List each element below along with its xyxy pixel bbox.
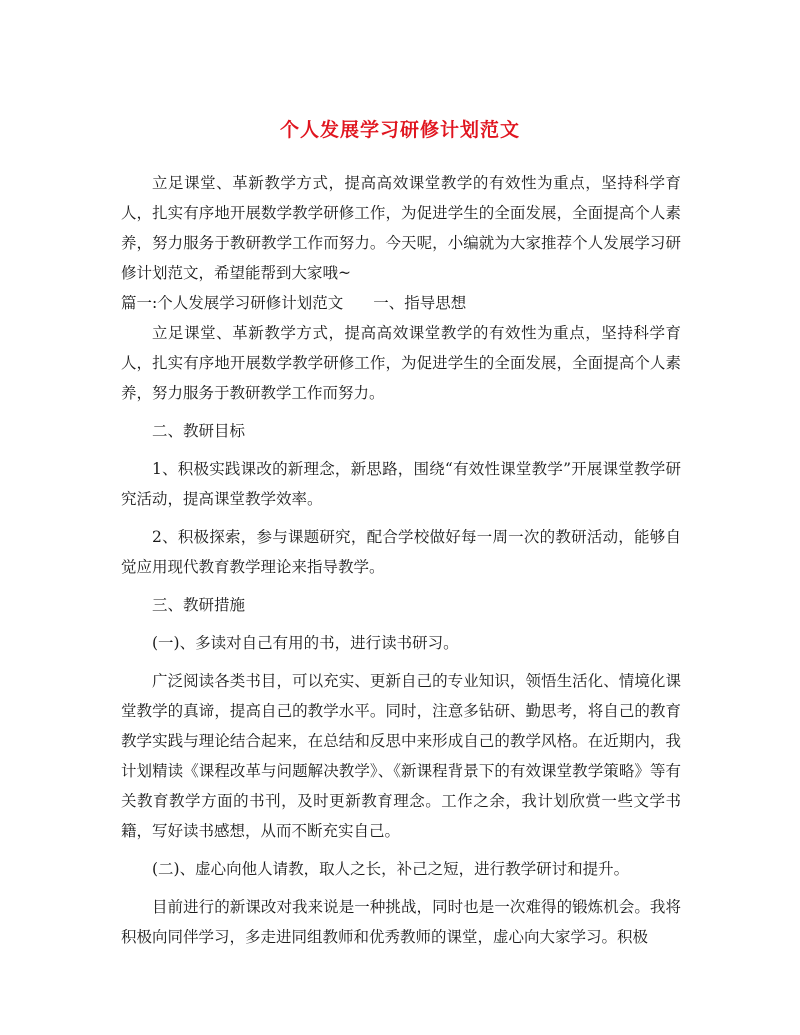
section-one-heading: 一、指导思想 bbox=[373, 294, 467, 312]
intro-paragraph: 立足课堂、革新教学方式，提高高效课堂教学的有效性为重点，坚持科学育人，扎实有序地开展数学教学研修工作，为促进学生的全面发展，全面提高个人素养，努力服务于教研教学工作而努力。今天呢，小编就为大家推荐个人发展学习研修计划范文，希望能帮到大家哦~ bbox=[121, 174, 681, 282]
part-one-line bbox=[121, 288, 681, 318]
document-title: 个人发展学习研修计划范文 bbox=[279, 119, 520, 141]
measure-one-paragraph: 广泛阅读各类书目，可以充实、更新自己的专业知识，领悟生活化、情境化课堂教学的真谛，提高自己的教学水平。同时，注意多钻研、勤思考，将自己的教育教学实践与理论结合起来，在总结和反思中来形成自己的教学风格。在近期内，我计划精读《课程改革与问题解决教学》、《新课程背景下的有效课堂教学策略》等有关教育教学方面的书刊，及时更新教育理念。工作之余，我计划欣赏一些文学书籍，写好读书感想，从而不断充实自己。 bbox=[121, 672, 681, 840]
part-one-label: 篇一:个人发展学习研修计划范文 bbox=[121, 294, 344, 312]
goal-two-paragraph: 2、积极探索，参与课题研究，配合学校做好每一周一次的教研活动，能够自觉应用现代教育教学理论来指导教学。 bbox=[121, 528, 681, 576]
goal-one-paragraph: 1、积极实践课改的新理念，新思路，围绕“有效性课堂教学”开展课堂教学研究活动，提高课堂教学效率。 bbox=[121, 460, 681, 508]
measure-one-heading: (一)、多读对自己有用的书，进行读书研习。 bbox=[152, 634, 459, 652]
measure-two-paragraph: 目前进行的新课改对我来说是一种挑战，同时也是一次难得的锻炼机会。我将积极向同伴学习，多走进同组教师和优秀教师的课堂，虚心向大家学习。积极 bbox=[121, 898, 681, 946]
measure-two-heading: (二)、虚心向他人请教，取人之长，补己之短，进行教学研讨和提升。 bbox=[152, 860, 630, 878]
section-three-heading: 三、教研措施 bbox=[152, 596, 246, 614]
section-one-paragraph: 立足课堂、革新教学方式，提高高效课堂教学的有效性为重点，坚持科学育人，扎实有序地开展数学教学研修工作，为促进学生的全面发展，全面提高个人素养，努力服务于教研教学工作而努力。 bbox=[121, 324, 681, 402]
document-body bbox=[121, 168, 681, 952]
section-two-heading: 二、教研目标 bbox=[152, 422, 246, 440]
